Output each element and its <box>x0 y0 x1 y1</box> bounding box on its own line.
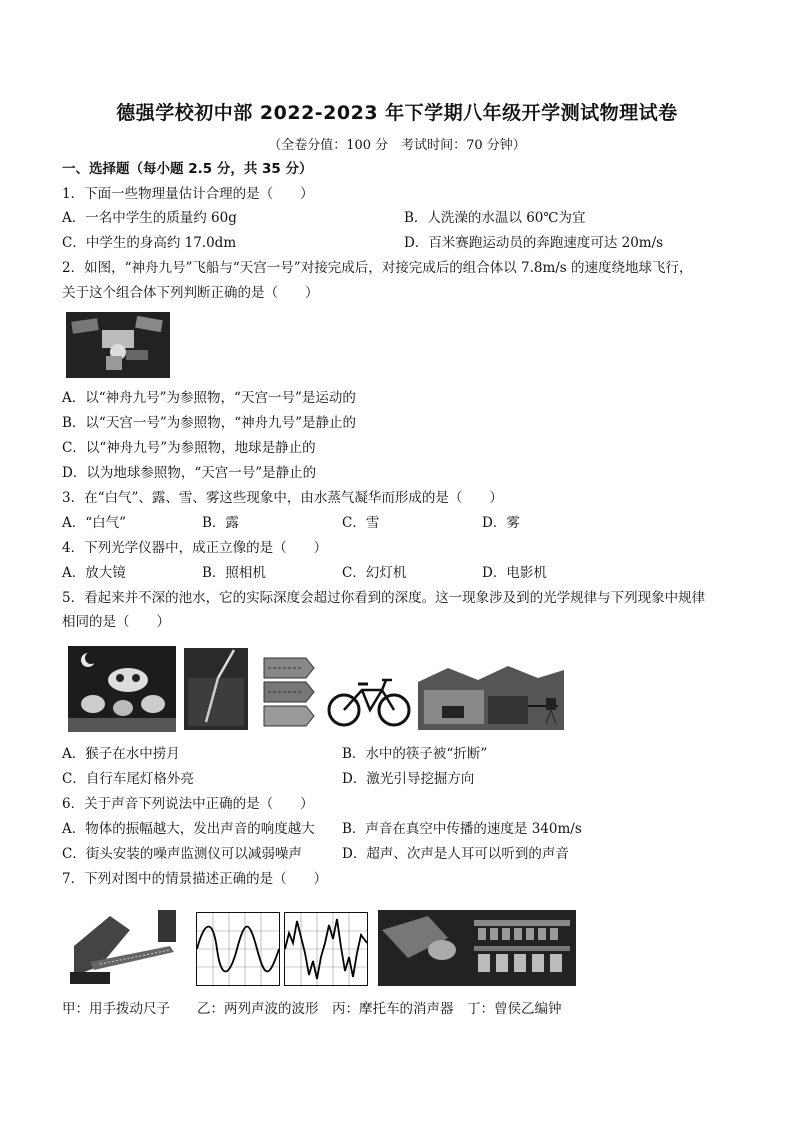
q7-stem: 7．下列对图中的情景描述正确的是（ ） <box>62 871 328 887</box>
q2-figure-spacecraft <box>66 312 170 378</box>
q5-stem-line1: 5．看起来并不深的池水，它的实际深度会超过你看到的深度。这一现象涉及到的光学规律与下列现象中规律 <box>62 590 706 606</box>
q6-options-row2 <box>62 845 742 863</box>
q5-option-c: C．自行车尾灯格外亮 <box>62 771 194 787</box>
q1-options-row2 <box>62 234 742 252</box>
q1-option-c: C．中学生的身高约 17.0dm <box>62 235 237 251</box>
exam-subtitle: （全卷分值：100 分 考试时间：70 分钟） <box>268 138 526 153</box>
q4-option-a: A．放大镜 <box>62 565 126 581</box>
q4-stem: 4．下列光学仪器中，成正立像的是（ ） <box>62 540 328 556</box>
q1-option-a: A．一名中学生的质量约 60g <box>62 210 237 226</box>
q1-options-row1 <box>62 209 742 227</box>
q4-option-d: D．电影机 <box>482 565 547 581</box>
q1-stem: 1．下面一些物理量估计合理的是（ ） <box>62 186 314 202</box>
q3-options <box>62 514 742 532</box>
q2-stem-line2: 关于这个组合体下列判断正确的是（ ） <box>62 285 319 301</box>
q5-figure-chopstick-water <box>184 648 248 730</box>
q4-options <box>62 564 742 582</box>
q5-stem-line2: 相同的是（ ） <box>62 614 170 630</box>
q5-figure-reflector <box>262 656 316 728</box>
q6-option-c: C．街头安装的噪声监测仪可以减弱噪声 <box>62 846 302 862</box>
q6-option-a: A．物体的振幅越大，发出声音的响度越大 <box>62 821 315 837</box>
q4-option-c: C．幻灯机 <box>342 565 407 581</box>
q5-option-b: B．水中的筷子被“折断” <box>342 746 488 762</box>
q6-option-d: D．超声、次声是人耳可以听到的声音 <box>342 846 569 862</box>
q6-options-row1 <box>62 820 742 838</box>
q3-option-d: D．雾 <box>482 515 520 531</box>
q3-option-a: A．“白气” <box>62 515 127 531</box>
q2-option-c: C．以“神舟九号”为参照物，地球是静止的 <box>62 440 316 456</box>
q7-figure-muffler-bells <box>378 910 576 986</box>
q5-figure-laser-excavator <box>418 662 564 730</box>
exam-title: 德强学校初中部 2022-2023 年下学期八年级开学测试物理试卷 <box>116 102 678 124</box>
q5-option-a: A．猴子在水中捞月 <box>62 746 180 762</box>
q7-figure-ruler <box>70 906 178 984</box>
q7-figure-wave-b <box>284 912 368 986</box>
q5-options-row1 <box>62 745 742 763</box>
q2-option-b: B．以“天宫一号”为参照物，“神舟九号”是静止的 <box>62 415 357 431</box>
q7-figure-captions: 甲：用手拨动尺子 乙：两列声波的波形 丙：摩托车的消声器 丁：曾侯乙编钟 <box>62 1001 562 1017</box>
q5-options-row2 <box>62 770 742 788</box>
q2-option-a: A．以“神舟九号”为参照物，“天宫一号”是运动的 <box>62 390 356 406</box>
q7-figure-wave-a <box>196 912 280 986</box>
q6-option-b: B．声音在真空中传播的速度是 340m/s <box>342 821 582 837</box>
q2-stem-line1: 2．如图，“神舟九号”飞船与“天宫一号”对接完成后，对接完成后的组合体以 7.8m/s 的速度绕地球飞行， <box>62 260 693 276</box>
q2-option-d: D．以为地球参照物，“天宫一号”是静止的 <box>62 465 317 481</box>
q6-stem: 6．关于声音下列说法中正确的是（ ） <box>62 796 314 812</box>
q5-figure-bicycle <box>326 672 412 728</box>
q3-option-b: B．露 <box>202 515 239 531</box>
q5-option-d: D．激光引导挖掘方向 <box>342 771 475 787</box>
q5-figure-monkey-moon <box>68 646 176 732</box>
q3-option-c: C．雪 <box>342 515 380 531</box>
q3-stem: 3．在“白气”、露、雪、雾这些现象中，由水蒸气凝华而形成的是（ ） <box>62 490 503 506</box>
section-heading: 一、选择题（每小题 2.5 分，共 35 分） <box>62 161 313 177</box>
q4-option-b: B．照相机 <box>202 565 266 581</box>
q1-option-d: D．百米赛跑运动员的奔跑速度可达 20m/s <box>404 235 664 251</box>
q1-option-b: B．人洗澡的水温以 60℃为宜 <box>404 210 586 226</box>
